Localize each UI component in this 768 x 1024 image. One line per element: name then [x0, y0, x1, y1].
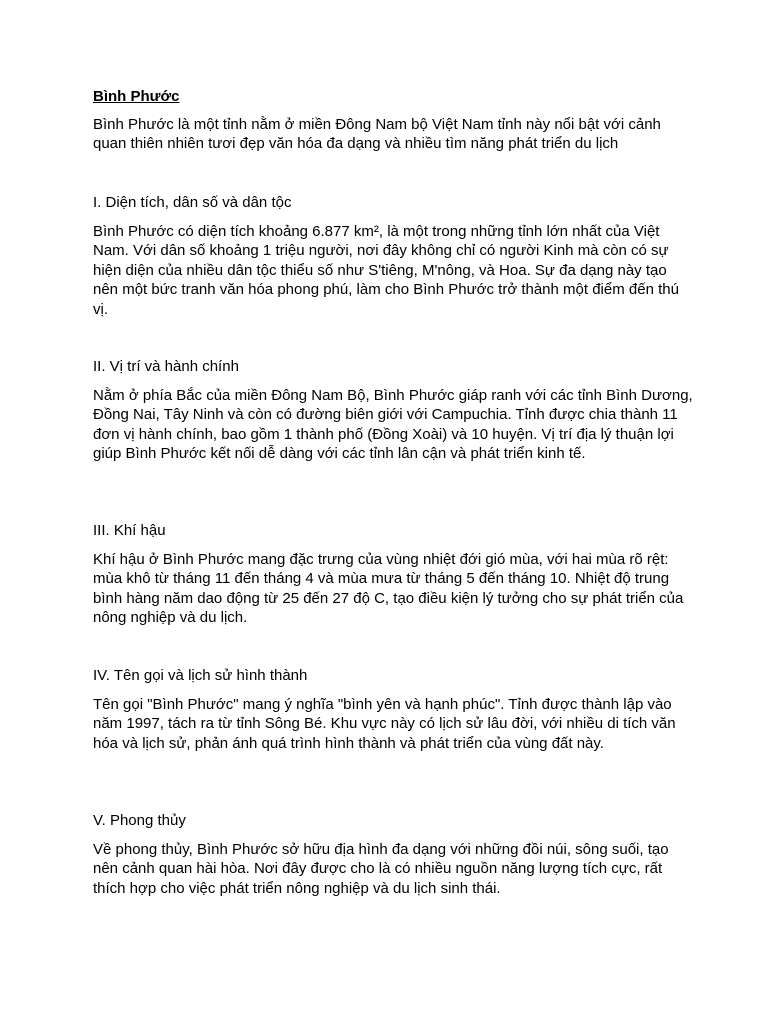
- section-heading-history: IV. Tên gọi và lịch sử hình thành: [93, 667, 308, 684]
- section-body-climate: Khí hậu ở Bình Phước mang đặc trưng của vùng nhiệt đới gió mùa, với hai mùa rõ rệt: mùa khô từ tháng 11 đến tháng 4 và mùa mưa từ tháng 5 đến tháng 10. Nhiệt độ trung bình hàng năm dao động từ 25 đến 27 độ C, tạo điều kiện lý tưởng cho sự phát triển của nông nghiệp và du lịch.: [93, 551, 684, 627]
- section-body-area-population: Bình Phước có diện tích khoảng 6.877 km², là một trong những tỉnh lớn nhất của Việt Nam. Với dân số khoảng 1 triệu người, nơi đây không chỉ có người Kinh mà còn có sự hiện diện của nhiều dân tộc thiểu số như S'tiêng, M'nông, và Hoa. Sự đa dạng này tạo nên một bức tranh văn hóa phong phú, làm cho Bình Phước trở thành một điểm đến thú vị.: [93, 223, 679, 318]
- section-heading-climate: III. Khí hậu: [93, 522, 166, 539]
- section-body-history: Tên gọi "Bình Phước" mang ý nghĩa "bình yên và hạnh phúc". Tỉnh được thành lập vào năm 1997, tách ra từ tỉnh Sông Bé. Khu vực này có lịch sử lâu đời, với nhiều di tích văn hóa và lịch sử, phản ánh quá trình hình thành và phát triển của vùng đất này.: [93, 696, 676, 752]
- section-heading-location: II. Vị trí và hành chính: [93, 358, 239, 375]
- section-body-fengshui: Về phong thủy, Bình Phước sở hữu địa hình đa dạng với những đồi núi, sông suối, tạo nên cảnh quan hài hòa. Nơi đây được cho là có nhiều nguồn năng lượng tích cực, rất thích hợp cho việc phát triển nông nghiệp và du lịch sinh thái.: [93, 841, 669, 897]
- document-title: Bình Phước: [93, 88, 180, 105]
- intro-paragraph: Bình Phước là một tỉnh nằm ở miền Đông Nam bộ Việt Nam tỉnh này nổi bật với cảnh quan thiên nhiên tươi đẹp văn hóa đa dạng và nhiều tìm năng phát triển du lịch: [93, 116, 661, 153]
- section-heading-area-population: I. Diện tích, dân số và dân tộc: [93, 194, 292, 211]
- section-body-location: Nằm ở phía Bắc của miền Đông Nam Bộ, Bình Phước giáp ranh với các tỉnh Bình Dương, Đồng Nai, Tây Ninh và còn có đường biên giới với Campuchia. Tỉnh được chia thành 11 đơn vị hành chính, bao gồm 1 thành phố (Đồng Xoài) và 10 huyện. Vị trí địa lý thuận lợi giúp Bình Phước kết nối dễ dàng với các tỉnh lân cận và phát triển kinh tế.: [93, 387, 693, 463]
- section-heading-fengshui: V. Phong thủy: [93, 812, 186, 829]
